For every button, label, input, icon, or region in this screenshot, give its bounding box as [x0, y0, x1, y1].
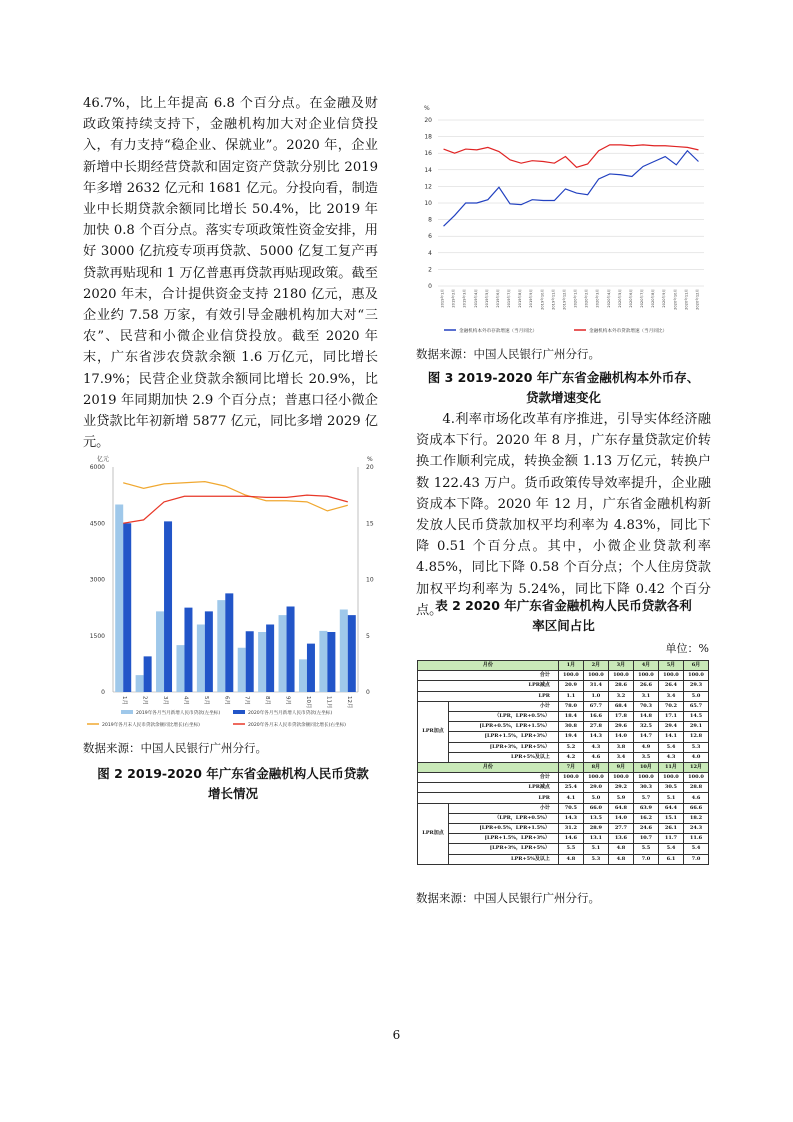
table-cell: 70.5: [558, 803, 583, 813]
table-cell: 4.3: [583, 742, 608, 752]
y-tick: 12: [424, 183, 432, 191]
x-tick: 2019年3月: [462, 289, 467, 308]
y-left-tick: 6000: [89, 464, 105, 471]
bar: [136, 675, 144, 692]
table-row: [418, 732, 709, 742]
table-cell: 8月: [583, 762, 608, 772]
table-cell: [LPR+1.5%，LPR+3%）: [449, 732, 559, 742]
table-cell: 70.2: [658, 701, 683, 711]
bar: [307, 644, 315, 692]
x-tick: 12月: [345, 696, 352, 709]
table-row: [418, 773, 709, 783]
bar: [123, 523, 131, 692]
bar: [156, 611, 164, 692]
table-cell: 11.6: [683, 834, 708, 844]
table-cell: 25.4: [558, 783, 583, 793]
bar: [164, 521, 172, 692]
table-cell: 1月: [558, 661, 583, 671]
x-tick: 2020年1月: [573, 289, 578, 308]
y-right-tick: 15: [366, 520, 374, 528]
table-cell: 30.5: [658, 783, 683, 793]
x-tick: 6月: [223, 696, 230, 705]
table-cell: 合计: [418, 773, 559, 783]
table-row: [418, 803, 709, 813]
table-cell: 4.8: [608, 844, 633, 854]
figure-2-source: 数据来源：中国人民银行广州分行。: [83, 741, 267, 755]
table-cell: 5.4: [683, 844, 708, 854]
table-cell: 78.0: [558, 701, 583, 711]
table-cell: LPR: [418, 793, 559, 803]
table-cell: 18.2: [683, 813, 708, 823]
x-tick: 1月: [121, 696, 128, 705]
x-tick: 9月: [284, 696, 291, 705]
table-cell: 26.4: [658, 681, 683, 691]
y-left-tick: 0: [101, 689, 105, 696]
table-cell: 4.0: [683, 752, 708, 762]
x-tick: 11月: [325, 696, 332, 709]
table-cell: 5月: [658, 661, 683, 671]
x-tick: 2020年6月: [628, 289, 633, 308]
right-column: [416, 409, 711, 621]
table-cell: LPR: [418, 691, 559, 701]
table-cell: 4月: [633, 661, 658, 671]
table-cell: 64.4: [658, 803, 683, 813]
table-cell: 16.6: [583, 711, 608, 721]
table-cell: 28.6: [608, 681, 633, 691]
table-cell: 5.3: [583, 854, 608, 864]
table-row: [418, 691, 709, 701]
table-cell: 4.6: [683, 793, 708, 803]
bar: [205, 611, 213, 692]
table-cell: LPR加点: [418, 803, 449, 864]
table-cell: 14.7: [633, 732, 658, 742]
bar: [258, 632, 266, 692]
table-row: [418, 813, 709, 823]
table-row: [418, 701, 709, 711]
table-cell: 3.8: [608, 742, 633, 752]
table-cell: 17.1: [658, 711, 683, 721]
table-cell: 29.4: [658, 722, 683, 732]
table-row: [418, 844, 709, 854]
table-cell: 12月: [683, 762, 708, 772]
table-row: [418, 783, 709, 793]
x-tick: 2019年5月: [484, 289, 489, 308]
table-cell: （LPR，LPR+0.5%）: [449, 711, 559, 721]
table-cell: 5.1: [583, 844, 608, 854]
legend-swatch: [121, 710, 133, 714]
table-cell: 66.0: [583, 803, 608, 813]
table-cell: 5.7: [633, 793, 658, 803]
table-cell: [LPR+0.5%，LPR+1.5%）: [449, 824, 559, 834]
figure-3-caption-line1: 图 3 2019-2020 年广东省金融机构本外币存、: [427, 370, 700, 385]
table-cell: [LPR+1.5%，LPR+3%）: [449, 834, 559, 844]
table-cell: 30.3: [633, 783, 658, 793]
x-tick: 2019年1月: [440, 289, 445, 308]
table-cell: 17.8: [608, 711, 633, 721]
table-cell: 27.8: [583, 722, 608, 732]
x-tick: 2月: [141, 696, 148, 705]
table-cell: 3.4: [658, 691, 683, 701]
table-row: [418, 711, 709, 721]
table-cell: 4.1: [558, 793, 583, 803]
table-cell: [LPR+3%，LPR+5%）: [449, 844, 559, 854]
table-cell: 66.6: [683, 803, 708, 813]
series-line: [123, 495, 348, 523]
table-2-unit: 单位：%: [665, 642, 709, 655]
page-number: 6: [392, 1028, 401, 1042]
table-row: [418, 793, 709, 803]
table-cell: （LPR，LPR+0.5%）: [449, 813, 559, 823]
table-2-caption-line1: 表 2 2020 年广东省金融机构人民币贷款各利: [435, 598, 692, 613]
legend-swatch: [233, 710, 245, 714]
bar: [246, 631, 254, 692]
table-cell: 3.2: [608, 691, 633, 701]
y-right-tick: 10: [366, 576, 374, 584]
table-cell: 7月: [558, 762, 583, 772]
table-cell: 月份: [418, 762, 559, 772]
table-header-row: [418, 661, 709, 671]
figure-3-source: 数据来源：中国人民银行广州分行。: [416, 347, 600, 361]
bar: [144, 656, 152, 692]
table-cell: 5.5: [633, 844, 658, 854]
x-tick: 2019年4月: [473, 289, 478, 308]
bar: [327, 632, 335, 692]
table-cell: 29.2: [608, 783, 633, 793]
table-header-row: [418, 762, 709, 772]
table-cell: 31.2: [558, 824, 583, 834]
table-cell: LPR加点: [418, 701, 449, 762]
x-tick: 2019年11月: [551, 289, 556, 310]
table-cell: 27.7: [608, 824, 633, 834]
table-cell: 4.2: [558, 752, 583, 762]
table-cell: 小计: [449, 701, 559, 711]
legend-label: 2019年各月当月新增人民币贷款(左坐标): [136, 711, 221, 716]
bar: [176, 645, 184, 692]
table-cell: 29.3: [683, 681, 708, 691]
table-cell: 10月: [633, 762, 658, 772]
x-tick: 2019年7月: [507, 289, 512, 308]
x-tick: 2020年8月: [651, 289, 656, 308]
y-tick: 14: [424, 166, 432, 174]
y-tick: 0: [428, 283, 432, 290]
x-tick: 2019年9月: [529, 289, 534, 308]
y-tick: 16: [424, 150, 432, 158]
table-cell: 64.8: [608, 803, 633, 813]
table-cell: 28.9: [583, 824, 608, 834]
table-cell: 2月: [583, 661, 608, 671]
table-cell: 5.5: [558, 844, 583, 854]
y-right-tick: 0: [366, 689, 370, 696]
bar: [115, 505, 123, 693]
bar: [225, 593, 233, 692]
x-tick: 2020年7月: [640, 289, 645, 308]
table-cell: 12.8: [683, 732, 708, 742]
table-cell: 3月: [608, 661, 633, 671]
table-row: [418, 722, 709, 732]
x-tick: 10月: [304, 696, 311, 709]
table-cell: 100.0: [558, 671, 583, 681]
x-tick: 3月: [162, 696, 169, 705]
bar: [319, 631, 327, 692]
table-cell: 24.3: [683, 824, 708, 834]
y-tick: 6: [428, 233, 432, 241]
table-cell: 14.0: [608, 732, 633, 742]
table-cell: 30.8: [558, 722, 583, 732]
bar: [266, 625, 274, 693]
table-cell: 32.5: [633, 722, 658, 732]
x-tick: 8月: [264, 696, 271, 705]
bar: [197, 625, 205, 693]
table-row: [418, 742, 709, 752]
table-cell: 14.5: [683, 711, 708, 721]
bar: [287, 607, 295, 693]
table-cell: 5.0: [683, 691, 708, 701]
table-cell: 月份: [418, 661, 559, 671]
table-cell: 3.1: [633, 691, 658, 701]
table-cell: 16.2: [633, 813, 658, 823]
table-row: [418, 854, 709, 864]
x-tick: 2020年12月: [695, 289, 700, 310]
table-cell: 100.0: [633, 773, 658, 783]
left-column: [83, 93, 378, 453]
table-row: [418, 824, 709, 834]
left-paragraph: 46.7%，比上年提高 6.8 个百分点。在金融及财政政策持续支持下，金融机构加大对企业信贷投入，有力支持“稳企业、保就业”。2020 年，企业新增中长期经营贷款和固定资产贷款分别比 2019 年多增 2632 亿元和 1681 亿元。分投向看，制造业中长期贷款余额同比增长 50.4%，比 2019 年加快 0.8 个百分点。落实专项政策性资金安排，用好 3000 亿抗疫专项再贷款、5000 亿复工复产再贷款再贴现和 1 万亿普惠再贷款再贴现政策。截至 2020 年末，合计提供资金支持 2180 亿元，惠及企业约 7.58 万家，有效引导金融机构加大对“三农”、民营和小微企业信贷投放。截至 2020 年末，广东省涉农贷款余额 1.6 万亿元，同比增长 17.9%；民营企业贷款余额同比增长 20.9%，比 2019 年同期加快 2.9 个百分点；普惠口径小微企业贷款比年初新增 5877 亿元，同比多增 2029 亿元。: [83, 96, 378, 451]
y-right-unit: %: [367, 456, 373, 463]
table-cell: 100.0: [683, 671, 708, 681]
y-tick: 8: [428, 216, 432, 224]
table-cell: 5.2: [558, 742, 583, 752]
table-cell: LPR+5%及以上: [449, 854, 559, 864]
table-cell: 小计: [449, 803, 559, 813]
table-cell: 1.1: [558, 691, 583, 701]
x-tick: 2020年11月: [684, 289, 689, 310]
table-cell: 26.6: [633, 681, 658, 691]
table-cell: 6.1: [658, 854, 683, 864]
table-cell: 29.6: [608, 722, 633, 732]
table-cell: 合计: [418, 671, 559, 681]
x-tick: 5月: [202, 696, 209, 705]
legend-label: 金融机构本外币存款增速（当月同比）: [459, 329, 538, 334]
bar: [238, 648, 246, 692]
x-tick: 4月: [182, 696, 189, 705]
table-cell: 26.1: [658, 824, 683, 834]
bar: [184, 608, 192, 692]
figure-2-chart: [83, 452, 383, 737]
table-cell: 15.1: [658, 813, 683, 823]
figure-3-caption-line2: 贷款增速变化: [525, 390, 601, 405]
table-cell: 4.6: [583, 752, 608, 762]
series-line: [444, 145, 699, 167]
table-cell: 70.3: [633, 701, 658, 711]
table-row: [418, 671, 709, 681]
table-cell: 14.0: [608, 813, 633, 823]
table-cell: LPR减点: [418, 783, 559, 793]
x-tick: 2020年4月: [606, 289, 611, 308]
table-cell: 7.0: [633, 854, 658, 864]
table-cell: 13.1: [583, 834, 608, 844]
table-cell: 5.0: [583, 793, 608, 803]
table-cell: 19.4: [558, 732, 583, 742]
table-cell: 3.5: [633, 752, 658, 762]
table-cell: 10.7: [633, 834, 658, 844]
table-cell: 5.9: [608, 793, 633, 803]
bar: [217, 600, 225, 692]
table-cell: 7.0: [683, 854, 708, 864]
table-cell: 18.4: [558, 711, 583, 721]
table-row: [418, 681, 709, 691]
table-cell: 1.0: [583, 691, 608, 701]
table-cell: 9月: [608, 762, 633, 772]
figure-3-chart: [416, 98, 711, 343]
table-cell: 100.0: [683, 773, 708, 783]
table-cell: 4.8: [558, 854, 583, 864]
table-2-caption: [416, 596, 711, 636]
legend-label: 2020年各月当月新增人民币贷款(左坐标): [248, 711, 333, 716]
x-tick: 7月: [243, 696, 250, 705]
table-cell: 20.9: [558, 681, 583, 691]
y-right-tick: 20: [366, 464, 374, 471]
table-cell: 31.4: [583, 681, 608, 691]
figure-2-caption-line1: 图 2 2019-2020 年广东省金融机构人民币贷款: [97, 766, 369, 781]
table-cell: 63.9: [633, 803, 658, 813]
table-row: [418, 834, 709, 844]
table-cell: 100.0: [658, 671, 683, 681]
x-tick: 2020年10月: [673, 289, 678, 310]
table-cell: 29.1: [683, 722, 708, 732]
table-cell: 14.6: [558, 834, 583, 844]
table-cell: [LPR+3%，LPR+5%）: [449, 742, 559, 752]
table-cell: 14.8: [633, 711, 658, 721]
table-cell: LPR+5%及以上: [449, 752, 559, 762]
table-cell: 100.0: [558, 773, 583, 783]
x-tick: 2019年8月: [518, 289, 523, 308]
bar: [348, 615, 356, 692]
bar: [340, 610, 348, 693]
table-cell: 100.0: [583, 671, 608, 681]
table-cell: 5.1: [658, 793, 683, 803]
table-cell: 67.7: [583, 701, 608, 711]
table-cell: 65.7: [683, 701, 708, 711]
table-cell: 28.8: [683, 783, 708, 793]
table-cell: 5.3: [683, 742, 708, 752]
x-tick: 2019年12月: [562, 289, 567, 310]
table-cell: 4.3: [658, 752, 683, 762]
legend-label: 2020年各月末人民币贷款余额同比增长(右坐标): [248, 723, 346, 728]
table-cell: LPR减点: [418, 681, 559, 691]
table-cell: 6月: [683, 661, 708, 671]
table-cell: 100.0: [658, 773, 683, 783]
table-cell: 4.9: [633, 742, 658, 752]
y-left-tick: 3000: [89, 576, 105, 584]
table-cell: 11月: [658, 762, 683, 772]
y-tick: 4: [428, 249, 432, 257]
table-cell: 5.4: [658, 844, 683, 854]
table-cell: 14.1: [658, 732, 683, 742]
y-unit: %: [424, 105, 430, 112]
table-cell: 13.5: [583, 813, 608, 823]
y-right-tick: 5: [366, 632, 370, 640]
x-tick: 2020年3月: [595, 289, 600, 308]
x-tick: 2019年2月: [451, 289, 456, 308]
y-tick: 10: [424, 200, 432, 207]
legend-label: 2019年各月末人民币贷款余额同比增长(右坐标): [102, 723, 200, 728]
table-cell: [LPR+0.5%，LPR+1.5%）: [449, 722, 559, 732]
table-cell: 3.4: [608, 752, 633, 762]
table-cell: 14.3: [558, 813, 583, 823]
y-left-unit: 亿元: [97, 456, 110, 463]
table-cell: 29.0: [583, 783, 608, 793]
table-row: [418, 752, 709, 762]
table-2-source: 数据来源：中国人民银行广州分行。: [416, 891, 600, 905]
table-cell: 11.7: [658, 834, 683, 844]
table-cell: 100.0: [608, 773, 633, 783]
y-tick: 18: [424, 133, 432, 141]
y-tick: 2: [428, 266, 432, 274]
x-tick: 2019年10月: [540, 289, 545, 310]
x-tick: 2020年9月: [662, 289, 667, 308]
right-paragraph: 4.利率市场化改革有序推进，引导实体经济融资成本下行。2020 年 8 月，广东存量贷款定价转换工作顺利完成，转换金额 1.13 万亿元，转换户数 122.43 万户。货币政策传导效率提升，企业融资成本下降。2020 年 12 月，广东省金融机构新发放人民币贷款加权平均利率为 4.83%，同比下降 0.51 个百分点。其中，小微企业贷款利率 4.85%，同比下降 0.58 个百分点；个人住房贷款加权平均利率为 5.24%，同比下降 0.42 个百分点。: [416, 412, 711, 618]
table-cell: 68.4: [608, 701, 633, 711]
table-cell: 100.0: [633, 671, 658, 681]
figure-2-caption: [83, 764, 383, 804]
y-tick: 20: [424, 117, 432, 124]
table-cell: 100.0: [583, 773, 608, 783]
legend-label: 金融机构本外币贷款增速（当月同比）: [589, 329, 668, 334]
table-cell: 13.6: [608, 834, 633, 844]
y-left-tick: 4500: [89, 520, 105, 528]
bar: [299, 659, 307, 692]
table-cell: 100.0: [608, 671, 633, 681]
x-tick: 2020年5月: [617, 289, 622, 308]
table-cell: 24.6: [633, 824, 658, 834]
table-cell: 14.3: [583, 732, 608, 742]
x-tick: 2020年2月: [584, 289, 589, 308]
figure-2-caption-line2: 增长情况: [207, 786, 258, 801]
bar: [279, 615, 287, 692]
table-cell: 4.8: [608, 854, 633, 864]
figure-3-caption: [416, 368, 711, 408]
y-left-tick: 1500: [89, 632, 105, 640]
table-cell: 5.4: [658, 742, 683, 752]
x-tick: 2019年6月: [495, 289, 500, 308]
table-2: [417, 660, 709, 865]
table-2-caption-line2: 率区间占比: [532, 618, 595, 633]
